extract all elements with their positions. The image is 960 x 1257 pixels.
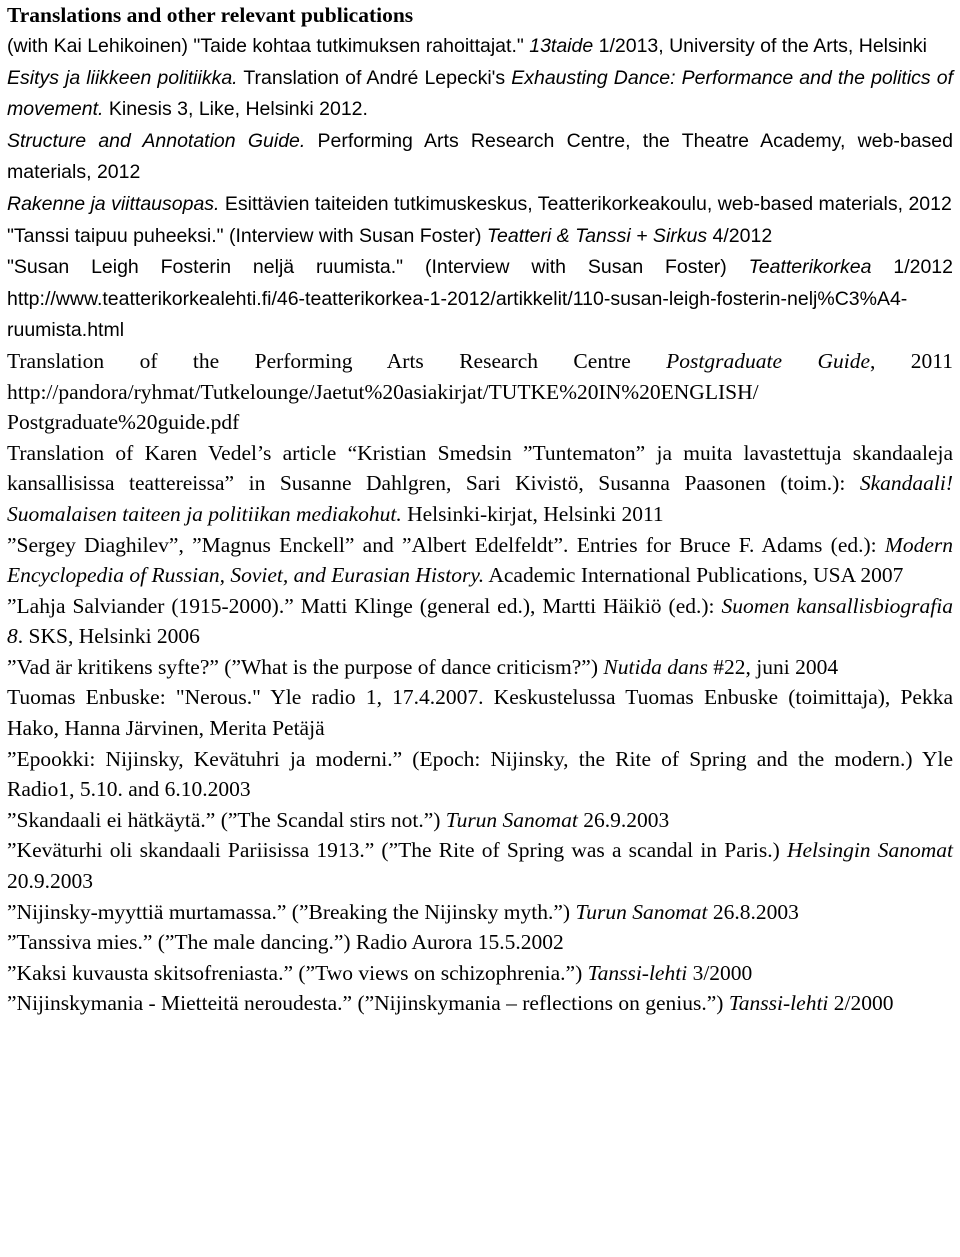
publication-text: ”Nijinskymania - Mietteitä neroudesta.” (”Nijinskymania – reflections on genius.”) (7, 991, 729, 1016)
publication-entry (7, 591, 953, 652)
publication-text: "Tanssi taipuu puheeksi." (Interview with Susan Foster) (7, 224, 487, 247)
publication-entry (7, 346, 953, 438)
publication-title: Teatteri & Tanssi + Sirkus (486, 224, 708, 247)
publication-text: ”Nijinsky-myyttiä murtamassa.” (”Breaking the Nijinsky myth.”) (7, 899, 576, 924)
publication-title: Nutida dans (603, 654, 708, 679)
publication-entry (7, 530, 953, 591)
publication-text: "Susan Leigh Fosterin neljä ruumista." (Interview with Susan Foster) (7, 256, 749, 279)
publication-title: Exhausting Dance: Performance and the politics of movement. (7, 66, 953, 121)
publication-text: Translation of the Performing Arts Research Centre (7, 348, 667, 373)
publication-text: ”Skandaali ei hätkäytä.” (”The Scandal stirs not.”) (7, 807, 446, 832)
publication-text: 2/2000 (828, 991, 894, 1016)
publication-title: Postgraduate Guide (666, 348, 870, 373)
publication-title: Tanssi-lehti (587, 960, 688, 985)
publication-text: 20.9.2003 (7, 869, 93, 894)
publication-text: 1/2013, University of the Arts, Helsinki (593, 35, 928, 57)
publication-entry (7, 988, 953, 1019)
publication-text: #22, juni 2004 (707, 654, 839, 679)
publication-text: . SKS, Helsinki 2006 (17, 624, 200, 649)
publication-text: ”Keväturhi oli skandaali Pariisissa 1913.” (”The Rite of Spring was a scandal in Paris.) (7, 838, 787, 863)
publication-text: 26.9.2003 (577, 807, 670, 832)
publication-entry (7, 188, 953, 220)
publication-entry (7, 958, 953, 989)
publication-text: (with Kai Lehikoinen) "Taide kohtaa tutkimuksen rahoittajat." (7, 35, 530, 57)
publication-entry (7, 927, 953, 958)
publication-text: Translation of André Lepecki's (237, 66, 512, 89)
publication-text: Academic International Publications, USA 2007 (484, 563, 904, 588)
publication-entry (7, 62, 953, 125)
publication-text: ”Tanssiva mies.” (”The male dancing.”) Radio Aurora 15.5.2002 (7, 930, 564, 955)
publication-title: 13taide (529, 35, 594, 57)
publication-entry (7, 652, 953, 683)
publication-text: ”Kaksi kuvausta skitsofreniasta.” (”Two views on schizophrenia.”) (7, 960, 588, 985)
publication-entry (7, 682, 953, 743)
publication-entry (7, 30, 953, 62)
publication-entry (7, 805, 953, 836)
publication-text: 4/2012 (707, 224, 773, 247)
publication-title: Esitys ja liikkeen politiikka. (7, 66, 238, 89)
publication-title: Skandaali! Suomalaisen taiteen ja politiikan mediakohut. (7, 471, 953, 526)
publication-entry (7, 897, 953, 928)
publication-text: Translation of Karen Vedel’s article “Kristian Smedsin ”Tuntematon” ja muita lavastettuja skandaaleja kansallisissa teattereissa” in Susanne Dahlgren, Sari Kivistö, Susanna Paasonen (toim.): (7, 440, 953, 496)
publication-text: ”Vad är kritikens syfte?” (”What is the purpose of dance criticism?”) (7, 654, 604, 679)
publication-text: 3/2000 (687, 960, 753, 985)
publication-title: Teatterikorkea (748, 256, 872, 279)
section-heading: Translations and other relevant publications (7, 3, 414, 27)
publication-text: Kinesis 3, Like, Helsinki 2012. (103, 98, 368, 121)
publication-entry (7, 835, 953, 896)
publication-entry (7, 438, 953, 530)
publication-text: 1/2012 http://www.teatterikorkealehti.fi/46-teatterikorkea-1-2012/artikkelit/110-susan-leigh-fosterin-nelj%C3%A4-ruumista.html (7, 256, 953, 342)
publication-title: Tanssi-lehti (728, 991, 829, 1016)
publication-text: Performing Arts Research Centre, the Theatre Academy, web-based materials, 2012 (7, 129, 953, 184)
publication-text: , 2011 http://pandora/ryhmat/Tutkelounge/Jaetut%20asiakirjat/TUTKE%20IN%20ENGLISH/ Postgraduate%20guide.pdf (7, 348, 954, 435)
publication-title: Rakenne ja viittausopas. (7, 192, 220, 215)
publication-text: Tuomas Enbuske: "Nerous." Yle radio 1, 17.4.2007. Keskustelussa Tuomas Enbuske (toimittaja), Pekka Hako, Hanna Järvinen, Merita Petäjä (7, 685, 953, 741)
publication-text: ”Sergey Diaghilev”, ”Magnus Enckell” and ”Albert Edelfeldt”. Entries for Bruce F. Adams (ed.): (7, 532, 885, 557)
publication-list (7, 30, 953, 1019)
publication-entry (7, 744, 953, 805)
publication-title: Suomen kansallisbiografia 8 (7, 593, 953, 649)
publication-text: Esittävien taiteiden tutkimuskeskus, Teatterikorkeakoulu, web-based materials, 2012 (219, 192, 952, 215)
publication-title: Structure and Annotation Guide. (7, 129, 306, 152)
publication-text: ”Lahja Salviander (1915-2000).” Matti Klinge (general ed.), Martti Häikiö (ed.): (7, 593, 722, 618)
publication-text: ”Epookki: Nijinsky, Kevätuhri ja moderni.” (Epoch: Nijinsky, the Rite of Spring and the modern.) Yle Radio1, 5.10. and 6.10.2003 (7, 746, 953, 802)
publication-text: Helsinki-kirjat, Helsinki 2011 (401, 501, 664, 526)
publication-text: 26.8.2003 (707, 899, 799, 924)
publication-entry (7, 251, 953, 346)
publication-title: Turun Sanomat (445, 807, 578, 832)
publication-title: Turun Sanomat (575, 899, 708, 924)
publication-title: Modern Encyclopedia of Russian, Soviet, and Eurasian History. (7, 532, 953, 588)
publication-entry (7, 125, 953, 188)
publication-entry (7, 220, 953, 252)
publication-title: Helsingin Sanomat (786, 838, 953, 863)
